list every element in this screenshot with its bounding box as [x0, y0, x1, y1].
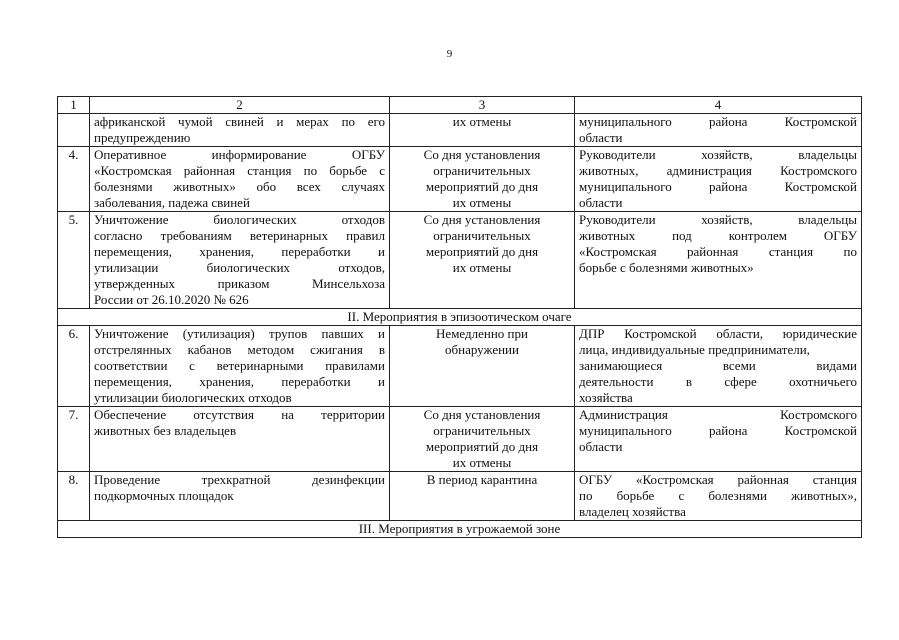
text-line: мероприятий до дня — [425, 439, 539, 454]
text-line: Обеспечение отсутствия на территории — [94, 407, 385, 422]
responsible-cell — [575, 212, 862, 309]
header-cell: 4 — [575, 97, 862, 114]
text-line: ограничительных — [433, 423, 531, 438]
row-number — [58, 114, 90, 147]
responsible-cell — [575, 407, 862, 472]
text-line: мероприятий до дня — [425, 244, 539, 259]
deadline-cell — [390, 407, 575, 472]
text-line: ДПР Костромской области, юридические — [579, 326, 857, 341]
text-line: утилизации биологических отходов — [94, 390, 292, 405]
deadline-cell — [390, 472, 575, 521]
text-line: подкормочных площадок — [94, 488, 234, 503]
text-line: ограничительных — [433, 163, 531, 178]
responsible-cell — [575, 326, 862, 407]
deadline-cell — [390, 326, 575, 407]
deadline-cell — [390, 114, 575, 147]
text-line: Руководители хозяйств, владельцы — [579, 147, 857, 162]
measure-cell — [90, 326, 390, 407]
table-header-row — [58, 97, 862, 114]
deadline-cell — [390, 147, 575, 212]
text-line: перемещения, хранения, переработки и — [94, 374, 385, 389]
measure-cell — [90, 147, 390, 212]
text-line: Администрация Костромского — [579, 407, 857, 422]
text-line: животных без владельцев — [94, 423, 237, 438]
row-number: 4. — [58, 147, 90, 212]
text-line: Со дня установления — [423, 212, 541, 227]
measure-cell — [90, 407, 390, 472]
text-line: ограничительных — [433, 228, 531, 243]
text-line: муниципального района Костромской — [579, 423, 857, 438]
measures-table — [57, 96, 862, 538]
text-line: Немедленно при — [436, 326, 528, 341]
responsible-cell — [575, 114, 862, 147]
table-row — [58, 472, 862, 521]
row-number: 7. — [58, 407, 90, 472]
text-line: перемещения, хранения, переработки и — [94, 244, 385, 259]
text-line: муниципального района Костромской — [579, 114, 857, 129]
measure-cell — [90, 472, 390, 521]
measure-cell — [90, 212, 390, 309]
text-line: Со дня установления — [423, 407, 541, 422]
text-line: Руководители хозяйств, владельцы — [579, 212, 857, 227]
text-line: области — [579, 439, 623, 454]
text-line: области — [579, 130, 623, 145]
section-heading: III. Мероприятия в угрожаемой зоне — [58, 521, 862, 538]
header-cell: 3 — [390, 97, 575, 114]
text-line: борьбе с болезнями животных» — [579, 260, 754, 275]
text-line: лица, индивидуальные предприниматели, — [579, 342, 810, 357]
text-line: заболевания, падежа свиней — [94, 195, 250, 210]
text-line: «Костромская районная станция по борьбе с — [94, 163, 385, 178]
text-line: мероприятий до дня — [425, 179, 539, 194]
text-line: России от 26.10.2020 № 626 — [94, 292, 249, 307]
text-line: их отмены — [452, 114, 512, 129]
text-line: В период карантина — [426, 472, 538, 487]
text-line: Проведение трехкратной дезинфекции — [94, 472, 385, 487]
table-row — [58, 212, 862, 309]
row-number: 5. — [58, 212, 90, 309]
table-row — [58, 147, 862, 212]
text-line: болезнями животных» обо всех случаях — [94, 179, 385, 194]
header-cell: 2 — [90, 97, 390, 114]
text-line: владелец хозяйства — [579, 504, 686, 519]
text-line: их отмены — [452, 195, 512, 210]
text-line: по борьбе с болезнями животных», — [579, 488, 857, 503]
responsible-cell — [575, 472, 862, 521]
text-line: обнаружении — [445, 342, 519, 357]
row-number: 6. — [58, 326, 90, 407]
text-line: животных под контролем ОГБУ — [579, 228, 857, 243]
table-row — [58, 114, 862, 147]
text-line: утвержденных приказом Минсельхоза — [94, 276, 385, 291]
text-line: Со дня установления — [423, 147, 541, 162]
text-line: согласно требованиям ветеринарных правил — [94, 228, 385, 243]
section-heading-row — [58, 521, 862, 538]
section-heading-row — [58, 309, 862, 326]
text-line: утилизации биологических отходов, — [94, 260, 385, 275]
text-line: животных, администрация Костромского — [579, 163, 857, 178]
text-line: «Костромская районная станция по — [579, 244, 857, 259]
text-line: деятельности в сфере охотничьего — [579, 374, 857, 389]
text-line: муниципального района Костромской — [579, 179, 857, 194]
measure-cell — [90, 114, 390, 147]
row-number: 8. — [58, 472, 90, 521]
text-line: области — [579, 195, 623, 210]
section-heading: II. Мероприятия в эпизоотическом очаге — [58, 309, 862, 326]
text-line: отстрелянных кабанов методом сжигания в — [94, 342, 385, 357]
text-line: занимающиеся всеми видами — [579, 358, 857, 373]
text-line: Оперативное информирование ОГБУ — [94, 147, 385, 162]
text-line: Уничтожение (утилизация) трупов павших и — [94, 326, 385, 341]
responsible-cell — [575, 147, 862, 212]
text-line: ОГБУ «Костромская районная станция — [579, 472, 857, 487]
text-line: соответствии с ветеринарными правилами — [94, 358, 385, 373]
text-line: Уничтожение биологических отходов — [94, 212, 385, 227]
page-number: 9 — [446, 48, 453, 60]
text-line: их отмены — [452, 260, 512, 275]
deadline-cell — [390, 212, 575, 309]
table-row — [58, 326, 862, 407]
text-line: предупреждению — [94, 130, 191, 145]
text-line: хозяйства — [579, 390, 633, 405]
text-line: их отмены — [452, 455, 512, 470]
text-line: африканской чумой свиней и мерах по его — [94, 114, 385, 129]
header-cell: 1 — [58, 97, 90, 114]
table-row — [58, 407, 862, 472]
